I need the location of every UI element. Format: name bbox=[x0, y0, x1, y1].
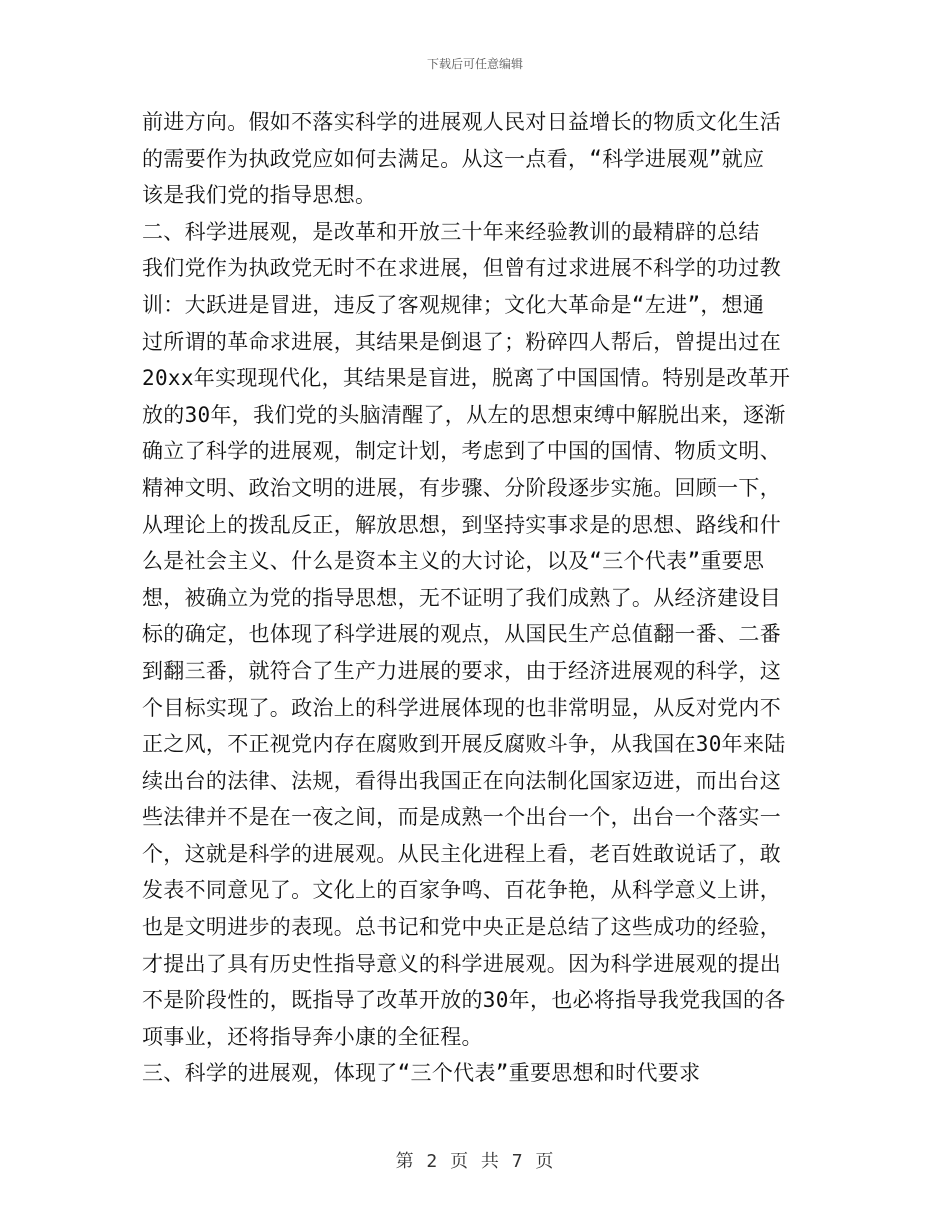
text-line: 20xx年实现现代化，其结果是盲进，脱离了中国国情。特别是改革开 bbox=[142, 366, 791, 391]
text-line: 正之风，不正视党内存在腐败到开展反腐败斗争，从我国在30年来陆 bbox=[142, 732, 786, 757]
text-line: 不是阶段性的，既指导了改革开放的30年，也必将指导我党我国的各 bbox=[142, 988, 786, 1013]
text-line: 发表不同意见了。文化上的百家争鸣、百花争艳，从科学意义上讲， bbox=[142, 878, 781, 903]
text-line: 的需要作为执政党应如何去满足。从这一点看，“科学进展观”就应 bbox=[142, 146, 765, 171]
text-line: 前进方向。假如不落实科学的进展观人民对日益增长的物质文化生活 bbox=[142, 110, 781, 134]
text-line: 才提出了具有历史性指导意义的科学进展观。因为科学进展观的提出 bbox=[142, 951, 781, 976]
text-line: 放的30年，我们党的头脑清醒了，从左的思想束缚中解脱出来，逐渐 bbox=[142, 402, 786, 427]
text-line: 训：大跃进是冒进，违反了客观规律；文化大革命是“左进”，想通 bbox=[142, 292, 765, 317]
section-heading: 三、科学的进展观，体现了“三个代表”重要思想和时代要求 bbox=[142, 1061, 701, 1086]
text-line: 该是我们党的指导思想。 bbox=[142, 183, 377, 208]
text-line: 我们党作为执政党无时不在求进展，但曾有过求进展不科学的功过教 bbox=[142, 256, 781, 281]
text-line: 想，被确立为党的指导思想，无不证明了我们成熟了。从经济建设目 bbox=[142, 585, 781, 610]
text-line: 些法律并不是在一夜之间，而是成熟一个出台一个，出台一个落实一 bbox=[142, 805, 781, 830]
text-line: 也是文明进步的表现。总书记和党中央正是总结了这些成功的经验， bbox=[142, 915, 781, 940]
page-header-note: 下载后可任意编辑 bbox=[426, 57, 523, 71]
text-line: 么是社会主义、什么是资本主义的大讨论，以及“三个代表”重要思 bbox=[142, 549, 765, 574]
text-line: 个目标实现了。政治上的科学进展体现的也非常明显，从反对党内不 bbox=[142, 695, 781, 720]
text-line: 确立了科学的进展观，制定计划，考虑到了中国的国情、物质文明、 bbox=[142, 439, 781, 464]
text-line: 从理论上的拨乱反正，解放思想，到坚持实事求是的思想、路线和什 bbox=[142, 512, 781, 537]
text-line: 个，这就是科学的进展观。从民主化进程上看，老百姓敢说话了，敢 bbox=[142, 841, 781, 866]
page-number: 第 2 页 共 7 页 bbox=[395, 1151, 555, 1172]
text-line: 项事业，还将指导奔小康的全征程。 bbox=[142, 1024, 483, 1049]
document-body bbox=[142, 104, 822, 1092]
text-line: 精神文明、政治文明的进展，有步骤、分阶段逐步实施。回顾一下， bbox=[142, 475, 781, 500]
text-line: 到翻三番，就符合了生产力进展的要求，由于经济进展观的科学，这 bbox=[142, 658, 781, 683]
text-line: 标的确定，也体现了科学进展的观点，从国民生产总值翻一番、二番 bbox=[142, 622, 781, 647]
text-line: 过所谓的革命求进展，其结果是倒退了；粉碎四人帮后，曾提出过在 bbox=[142, 329, 781, 354]
text-line: 续出台的法律、法规，看得出我国正在向法制化国家迈进，而出台这 bbox=[142, 768, 781, 793]
section-heading: 二、科学进展观，是改革和开放三十年来经验教训的最精辟的总结 bbox=[142, 219, 760, 244]
